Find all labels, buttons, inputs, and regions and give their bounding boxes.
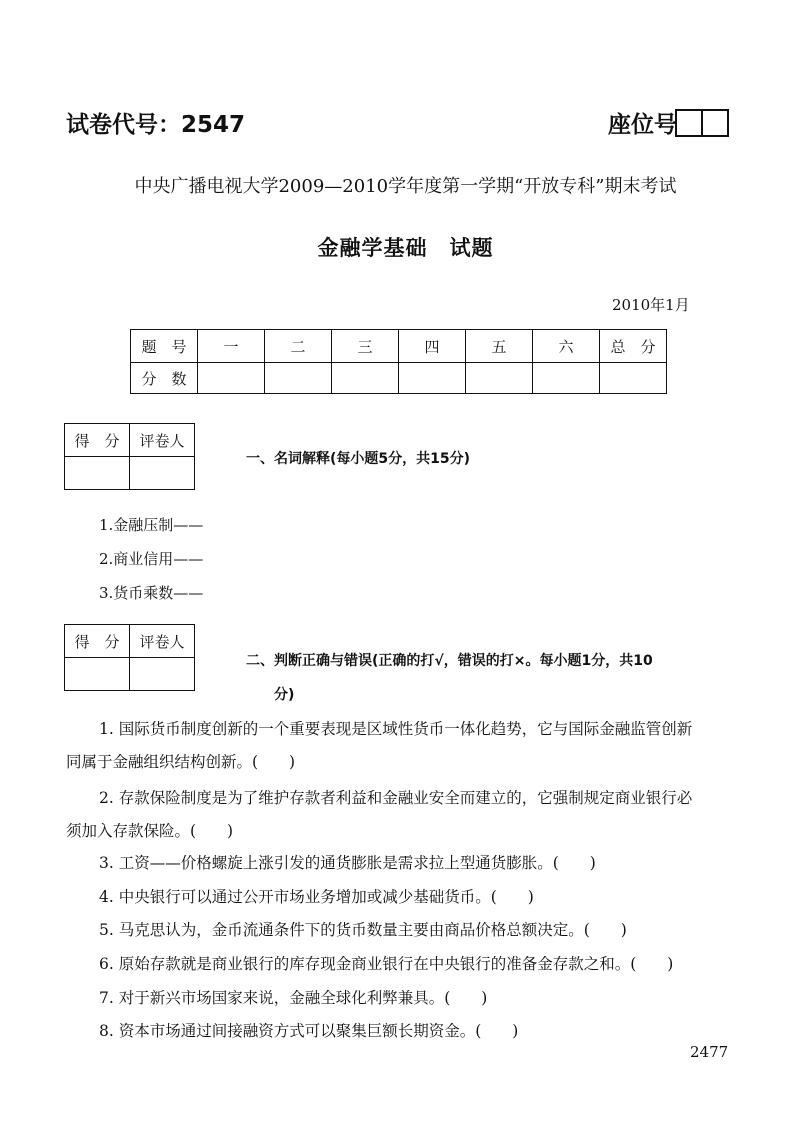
exam-date: 2010年1月 [612, 296, 690, 314]
score-cell [399, 363, 466, 394]
seat-box [675, 109, 703, 137]
grader-label: 评卷人 [130, 424, 195, 457]
table-cell: 六 [533, 330, 600, 363]
question-2-cont: 须加入存款保险。( ) [66, 822, 234, 840]
question-1-cont: 同属于金融组织结构创新。( ) [66, 753, 296, 771]
exam-code: 试卷代号：2547 [66, 112, 246, 138]
question-8: 8. 资本市场通过间接融资方式可以聚集巨额长期资金。( ) [99, 1022, 519, 1040]
grader-box [64, 423, 195, 490]
question-4: 4. 中央银行可以通过公开市场业务增加或减少基础货币。( ) [99, 888, 534, 906]
table-cell: 五 [466, 330, 533, 363]
list-item: 1.金融压制—— [99, 516, 204, 534]
score-cell [533, 363, 600, 394]
table-row [131, 330, 667, 363]
grader-box [64, 624, 195, 691]
score-table [130, 329, 667, 394]
table-cell: 总 分 [600, 330, 667, 363]
score-label: 得 分 [65, 625, 130, 658]
score-cell [265, 363, 332, 394]
score-label: 得 分 [65, 424, 130, 457]
table-cell: 题 号 [131, 330, 198, 363]
list-item: 2.商业信用—— [99, 550, 204, 568]
question-6: 6. 原始存款就是商业银行的库存现金商业银行在中央银行的准备金存款之和。( ) [99, 955, 674, 973]
seat-number [608, 106, 729, 139]
grader-label: 评卷人 [130, 625, 195, 658]
question-5: 5. 马克思认为，金币流通条件下的货币数量主要由商品价格总额决定。( ) [99, 921, 627, 939]
page-number: 2477 [690, 1043, 729, 1061]
score-cell [600, 363, 667, 394]
question-2: 2. 存款保险制度是为了维护存款者利益和金融业安全而建立的，它强制规定商业银行必 [99, 789, 693, 807]
score-cell [65, 658, 130, 691]
section1-title: 一、名词解释(每小题5分，共15分) [246, 451, 471, 467]
table-cell: 分 数 [131, 363, 198, 394]
seat-label: 座位号 [608, 112, 677, 138]
table-row [131, 363, 667, 394]
grader-cell [130, 658, 195, 691]
score-cell [466, 363, 533, 394]
question-1: 1. 国际货币制度创新的一个重要表现是区域性货币一体化趋势，它与国际金融监管创新 [99, 720, 693, 738]
question-7: 7. 对于新兴市场国家来说，金融全球化利弊兼具。( ) [99, 989, 488, 1007]
page-title: 金融学基础 试题 [317, 236, 494, 260]
table-cell: 一 [198, 330, 265, 363]
score-cell [198, 363, 265, 394]
score-cell [65, 457, 130, 490]
section2-title: 二、判断正确与错误(正确的打√，错误的打×。每小题1分，共10 [246, 653, 653, 669]
seat-box [701, 109, 729, 137]
exam-header-line: 中央广播电视大学2009—2010学年度第一学期“开放专科”期末考试 [134, 176, 677, 197]
question-3: 3. 工资——价格螺旋上涨引发的通货膨胀是需求拉上型通货膨胀。( ) [99, 854, 596, 872]
table-cell: 三 [332, 330, 399, 363]
section2-title-cont: 分) [274, 687, 295, 703]
table-cell: 二 [265, 330, 332, 363]
score-cell [332, 363, 399, 394]
grader-cell [130, 457, 195, 490]
list-item: 3.货币乘数—— [99, 584, 204, 602]
table-cell: 四 [399, 330, 466, 363]
